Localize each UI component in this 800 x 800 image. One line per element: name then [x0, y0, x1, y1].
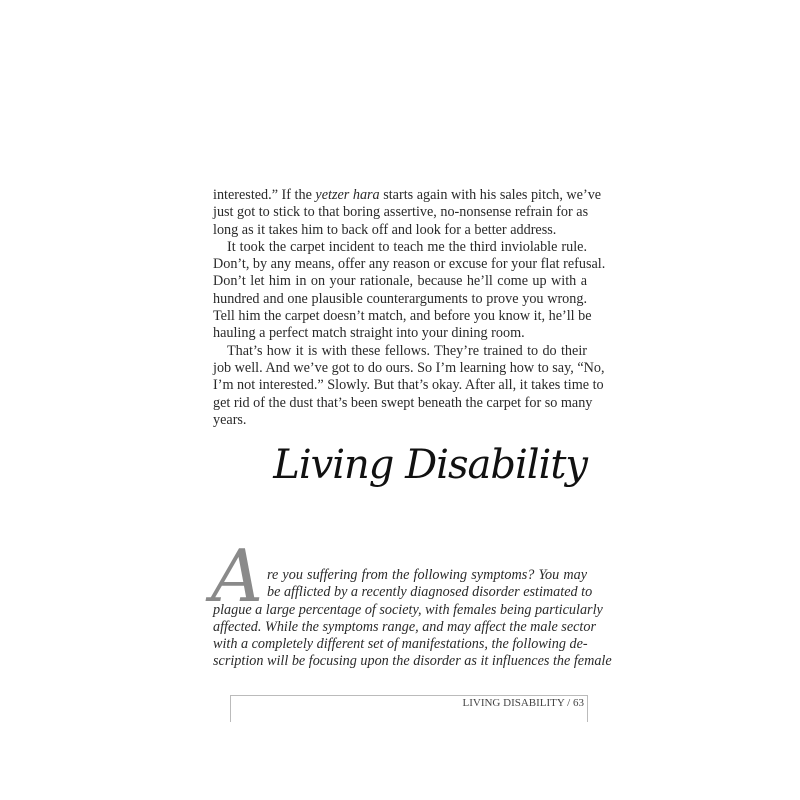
running-head: LIVING DISABILITY / 63 — [462, 697, 584, 709]
text-line: plague a large percentage of society, with females being particularly — [213, 601, 603, 618]
text-line: Tell him the carpet doesn’t match, and before you know it, he’ll be — [213, 308, 592, 325]
page-footer — [230, 695, 588, 722]
text-line: long as it takes him to back off and look for a better address. — [213, 221, 557, 238]
previous-article-text — [213, 187, 606, 429]
text-line: affected. While the symptoms range, and may affect the male sector — [213, 618, 596, 635]
text-line: job well. And we’ve got to do ours. So I’m learning how to say, “No, — [213, 359, 605, 376]
text-line: I’m not interested.” Slowly. But that’s okay. After all, it takes time to — [213, 377, 604, 394]
text-line: with a completely different set of manifestations, the following de- — [213, 636, 588, 653]
text-line: scription will be focusing upon the disorder as it influences the female — [213, 653, 612, 670]
text-line: Don’t, by any means, offer any reason or excuse for your flat refusal. — [213, 256, 606, 273]
text-line: That’s how it is with these fellows. They’re trained to do their — [227, 342, 587, 359]
text-line: hauling a perfect match straight into your dining room. — [213, 325, 525, 342]
text-line: interested.” If the yetzer hara starts again with his sales pitch, we’ve — [213, 187, 602, 203]
text-line: It took the carpet incident to teach me the third inviolable rule. — [227, 238, 587, 255]
text-line: years. — [213, 411, 247, 428]
drop-cap: A — [211, 534, 263, 618]
text-line: get rid of the dust that’s been swept beneath the carpet for so many — [213, 394, 593, 411]
text-line: Don’t let him in on your rationale, because he’ll come up with a — [213, 273, 587, 290]
text-line: just got to stick to that boring assertive, no-nonsense refrain for as — [213, 204, 589, 221]
article-intro-text — [213, 567, 612, 671]
text-line: be afflicted by a recently diagnosed disorder estimated to — [267, 584, 593, 601]
article-title: Living Disability — [273, 442, 587, 488]
text-line: hundred and one plausible counterarguments to prove you wrong. — [213, 290, 587, 307]
text-line: re you suffering from the following symptoms? You may — [267, 567, 587, 583]
italic-term: yetzer hara — [315, 187, 380, 203]
